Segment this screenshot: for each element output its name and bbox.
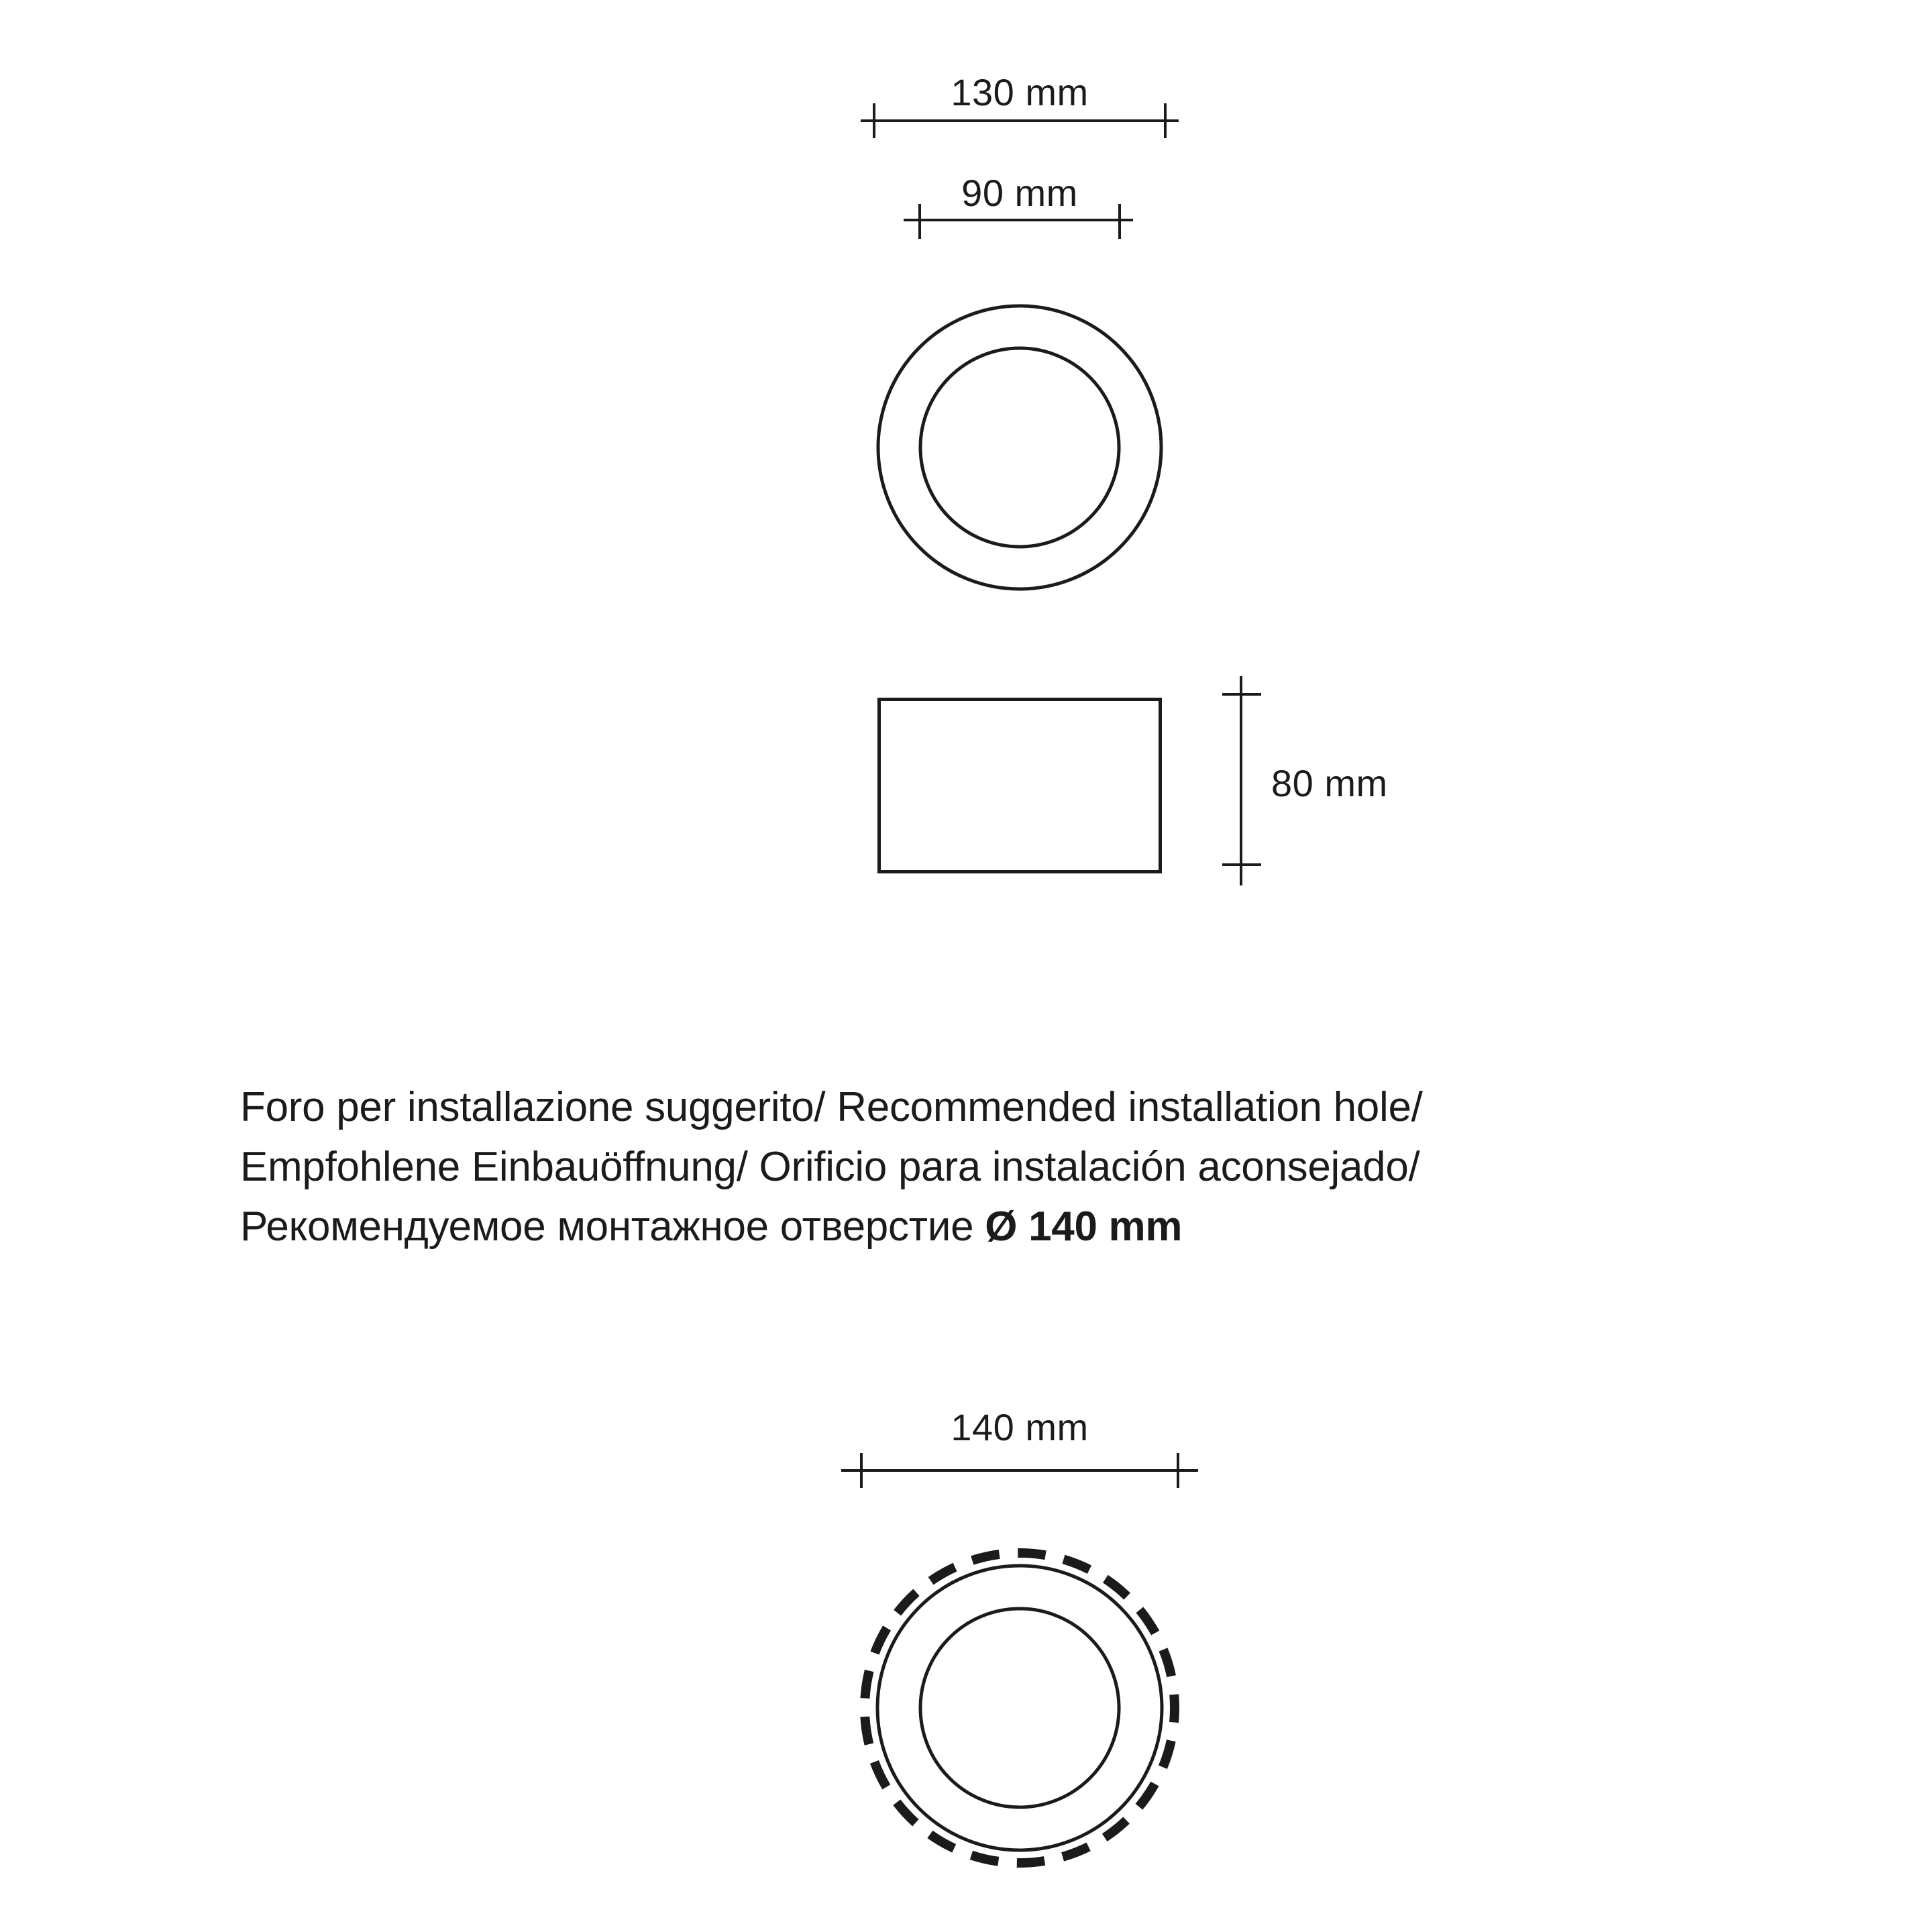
dimension-tick-140mm-left <box>860 1453 863 1488</box>
dimension-label-90mm: 90 mm <box>961 172 1078 214</box>
note-line-1: Foro per installazione suggerito/ Recommended installation hole/ <box>240 1084 1423 1130</box>
note-line-3-hole-size: Ø 140 mm <box>985 1203 1183 1250</box>
dimension-tick-130mm-right <box>1164 103 1167 138</box>
fixture-inner-circle <box>920 348 1119 547</box>
dimension-line-80mm <box>1240 676 1242 885</box>
note-line-3 <box>240 1197 1817 1256</box>
note-line-2: Empfohlene Einbauöffnung/ Orificio para instalación aconsejado/ <box>240 1144 1420 1190</box>
dimension-tick-90mm-right <box>1118 204 1121 239</box>
dimension-line-130mm <box>861 119 1179 122</box>
dimension-label-80mm: 80 mm <box>1271 762 1388 804</box>
dimension-tick-80mm-top <box>1222 693 1261 696</box>
dimension-tick-140mm-right <box>1177 1453 1179 1488</box>
dimension-tick-80mm-bottom <box>1222 863 1261 866</box>
dimension-label-130mm: 130 mm <box>951 71 1089 113</box>
note-line-3-text: Рекомендуемое монтажное отверстие <box>240 1203 985 1250</box>
installation-hole-dashed-circle <box>865 1553 1175 1863</box>
dimension-line-90mm <box>904 219 1133 221</box>
installation-hole-view <box>855 1543 1185 1873</box>
fixture-side-view <box>877 698 1162 873</box>
dimension-line-140mm <box>841 1469 1198 1472</box>
installation-note <box>240 1077 1817 1256</box>
fixture-top-view <box>872 300 1167 595</box>
dimension-tick-130mm-left <box>873 103 875 138</box>
dimension-tick-90mm-left <box>918 204 921 239</box>
dimension-label-140mm: 140 mm <box>951 1406 1089 1448</box>
fixture-inner-circle-bottom <box>920 1609 1119 1807</box>
